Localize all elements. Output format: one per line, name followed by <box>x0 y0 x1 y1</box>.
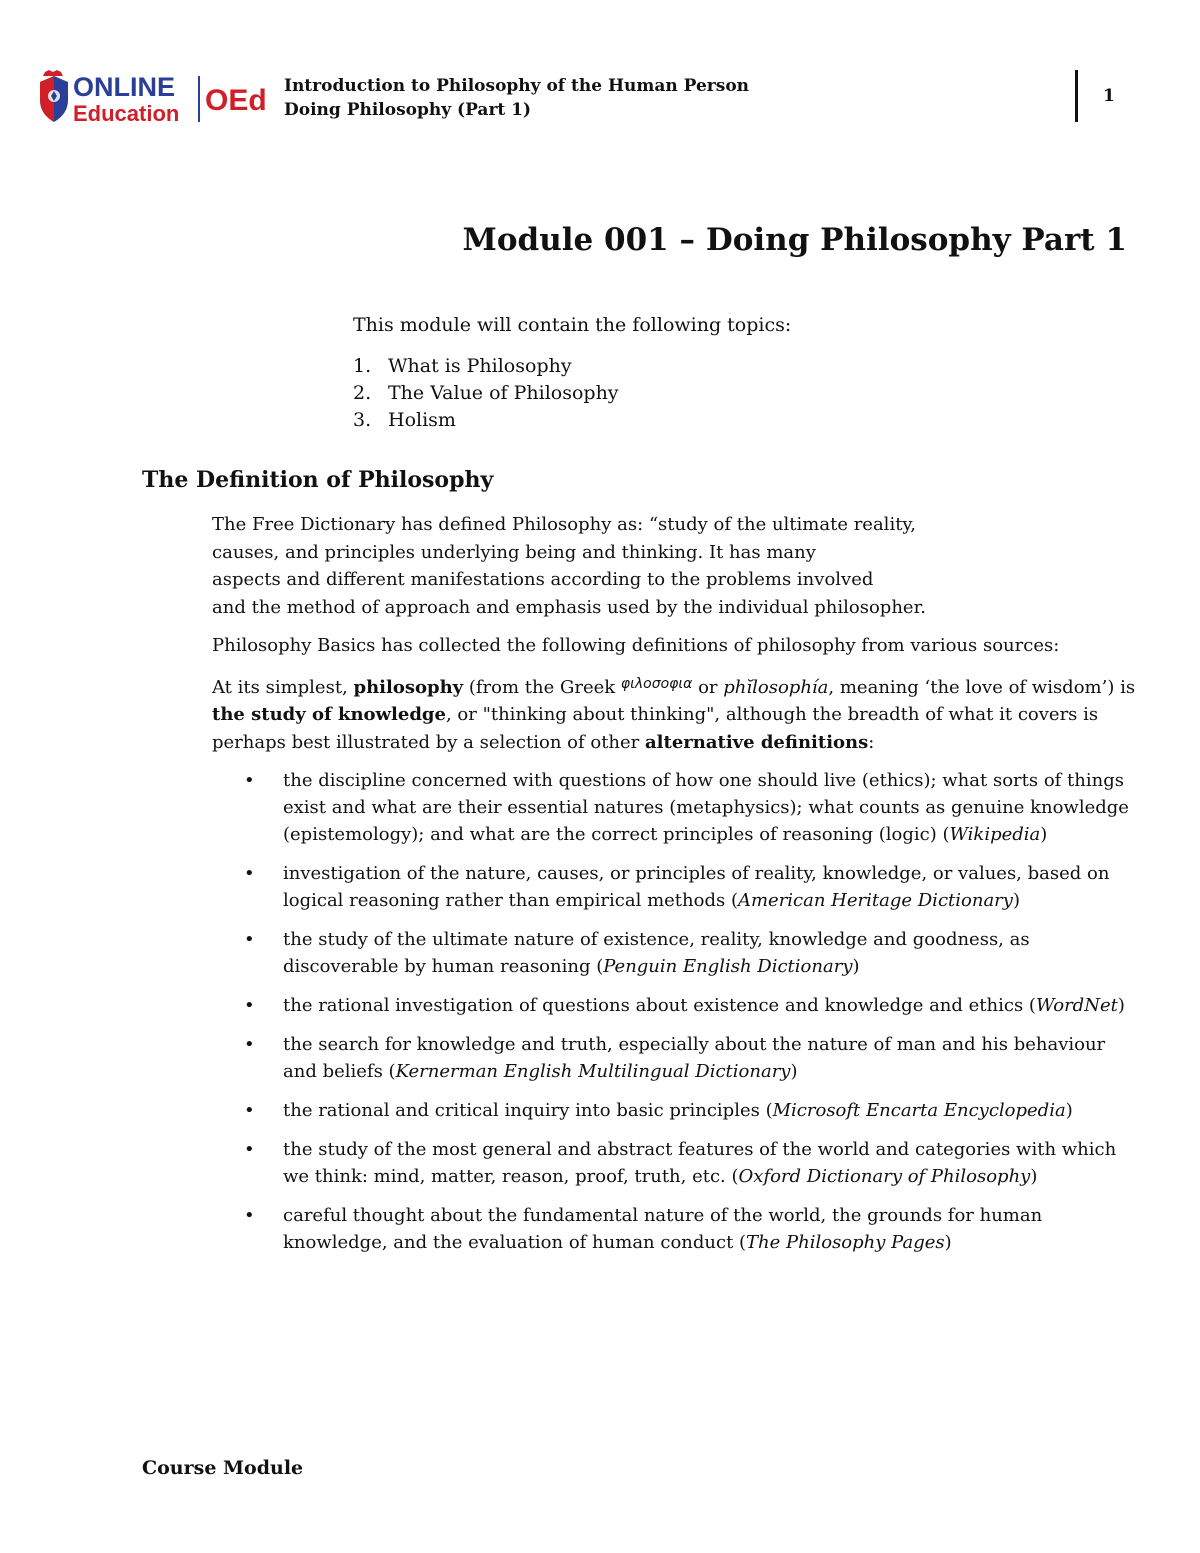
text-line: causes, and principles underlying being and thinking. It has many <box>212 541 816 563</box>
shield-crest-icon <box>37 70 272 126</box>
definition-text: the study of the ultimate nature of existence, reality, knowledge and goodness, as discoverable by human reasoning ( <box>283 929 1030 977</box>
bullet-icon: • <box>244 1100 255 1121</box>
topics-list <box>353 353 619 434</box>
paren: ) <box>1040 824 1048 845</box>
footer-label: Course Module <box>142 1457 304 1479</box>
definition-item <box>212 926 1142 980</box>
definition-source: Microsoft Encarta Encyclopedia <box>772 1100 1066 1121</box>
paren: ) <box>852 956 860 977</box>
text-run: or <box>692 676 724 698</box>
definition-item <box>212 992 1142 1019</box>
logo-wordmark-education: Education <box>73 101 180 126</box>
definition-source: Oxford Dictionary of Philosophy <box>738 1166 1031 1187</box>
online-education-logo <box>37 70 272 126</box>
paren: ) <box>1030 1166 1038 1187</box>
definition-text: the rational investigation of questions about existence and knowledge and ethics ( <box>283 995 1036 1016</box>
bold-term: the study of knowledge <box>212 704 446 725</box>
definition-text: investigation of the nature, causes, or principles of reality, knowledge, or values, based on logical reasoning rather than empirical methods ( <box>283 863 1110 911</box>
text-line: aspects and different manifestations according to the problems involved <box>212 569 874 590</box>
bold-term: philosophy <box>353 676 464 698</box>
definition-text: the study of the most general and abstract features of the world and categories with which we think: mind, matter, reason, proof, truth, etc. ( <box>283 1139 1117 1187</box>
bullet-icon: • <box>244 929 255 950</box>
bullet-icon: • <box>244 1205 255 1226</box>
definition-source: Penguin English Dictionary <box>603 956 853 977</box>
definition-text: the rational and critical inquiry into basic principles ( <box>283 1100 773 1121</box>
definition-item <box>212 767 1142 848</box>
bold-term: alternative definitions <box>645 731 869 753</box>
italic-term: phĭlosophía <box>723 676 829 698</box>
text-run: At its simplest, <box>212 676 354 698</box>
definition-source: WordNet <box>1035 995 1118 1016</box>
definition-source: American Heritage Dictionary <box>737 890 1013 911</box>
list-item <box>353 380 619 407</box>
paren: ) <box>944 1232 952 1253</box>
list-item <box>353 407 619 434</box>
free-dictionary-paragraph <box>212 511 1142 621</box>
list-item <box>353 353 619 380</box>
list-item-text: What is Philosophy <box>388 355 572 377</box>
header-divider <box>1075 70 1078 122</box>
bullet-icon: • <box>244 1139 255 1160</box>
list-number: 2. <box>353 382 372 404</box>
text-run: : <box>868 731 875 753</box>
list-number: 1. <box>353 355 372 377</box>
text-line: The Free Dictionary has defined Philosophy as: “study of the ultimate reality, <box>212 514 916 535</box>
definitions-list <box>212 767 1142 1256</box>
definition-text: the search for knowledge and truth, especially about the nature of man and his behaviour and beliefs ( <box>283 1034 1106 1082</box>
logo-wordmark-online: ONLINE <box>73 72 176 102</box>
bullet-icon: • <box>244 770 255 791</box>
definition-item <box>212 1136 1142 1190</box>
definition-text: the discipline concerned with questions of how one should live (ethics); what sorts of things exist and what are their essential natures (metaphysics); what counts as genuine knowledge (epistemology); and what are the correct principles of reasoning (logic) ( <box>283 770 1129 845</box>
list-item-text: Holism <box>388 409 456 431</box>
greek-word: φιλοσοφια <box>620 675 693 692</box>
running-header <box>284 74 749 122</box>
list-item-text: The Value of Philosophy <box>388 382 619 404</box>
page-number: 1 <box>1103 86 1115 106</box>
paren: ) <box>1065 1100 1073 1121</box>
paren: ) <box>1012 890 1020 911</box>
definition-source: The Philosophy Pages <box>746 1232 945 1253</box>
text-line: and the method of approach and emphasis used by the individual philosopher. <box>212 596 926 618</box>
definition-item <box>212 860 1142 914</box>
list-number: 3. <box>353 409 372 431</box>
definition-item <box>212 1202 1142 1256</box>
bullet-icon: • <box>244 1034 255 1055</box>
logo-mark-oed: OEd <box>205 84 267 117</box>
text-run: , meaning ‘the love of wisdom’) is <box>828 676 1136 698</box>
definition-source: Kernerman English Multilingual Dictionary <box>395 1061 791 1082</box>
definition-item <box>212 1097 1142 1124</box>
philosophy-basics-paragraph: Philosophy Basics has collected the following definitions of philosophy from various sources: <box>212 635 1060 656</box>
section-heading: The Definition of Philosophy <box>142 467 494 493</box>
definition-source: Wikipedia <box>949 824 1041 845</box>
module-title: Module 001 – Doing Philosophy Part 1 <box>462 222 1127 258</box>
body-content <box>212 511 1142 1268</box>
simplest-definition-paragraph <box>212 671 1142 757</box>
bullet-icon: • <box>244 863 255 884</box>
text-run: (from the Greek <box>463 676 621 698</box>
module-subtitle: Doing Philosophy (Part 1) <box>284 100 532 120</box>
definition-text: careful thought about the fundamental nature of the world, the grounds for human knowledge, and the evaluation of human conduct ( <box>283 1205 1043 1253</box>
definition-item <box>212 1031 1142 1085</box>
topics-intro: This module will contain the following topics: <box>353 314 792 336</box>
paren: ) <box>790 1061 798 1082</box>
bullet-icon: • <box>244 995 255 1016</box>
text-run: , or "thinking about thinking", although the breadth of what it covers is perhaps best illustrated by a selection of other <box>212 704 1099 753</box>
paren: ) <box>1117 995 1125 1016</box>
course-title: Introduction to Philosophy of the Human Person <box>284 76 750 96</box>
